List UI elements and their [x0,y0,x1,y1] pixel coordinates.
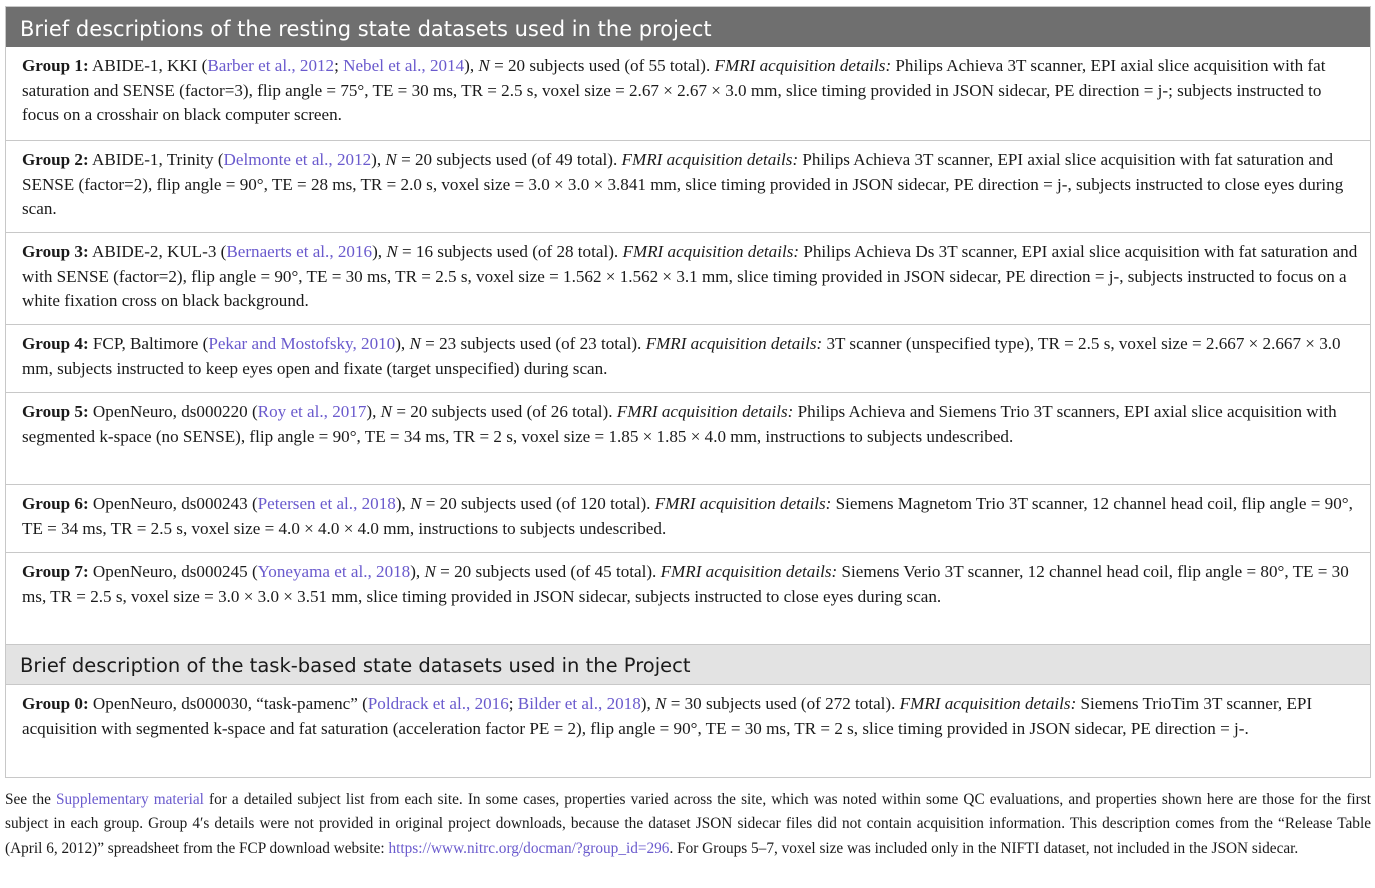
site: OpenNeuro, ds000030, “task-pamenc” ( [88,694,368,713]
citation-separator: ; [334,56,344,75]
acquisition-details: 3T scanner (unspecified type), TR = 2.5 s, voxel size = 2.667 × 2.667 × 3.0 mm, subjects instructed to keep eyes open and fixate (target unspecified) during scan. [22,334,1341,378]
group-label: Group 1: [22,56,89,75]
site: OpenNeuro, ds000243 ( [88,494,258,513]
site: ABIDE-2, KUL-3 ( [88,242,227,261]
supplementary-link[interactable]: Supplementary material [56,791,204,808]
subject-count: = 16 subjects used (of 28 total). [397,242,623,261]
citation-link[interactable]: Roy et al., 2017 [257,402,367,421]
acquisition-details: Philips Achieva 3T scanner, EPI axial slice acquisition with fat saturation and SENSE (factor=3), flip angle = 75°, TE = 30 ms, TR = 2.5 s, voxel size = 2.67 × 2.67 × 3.0 mm, slice timing provided in JSON sidecar, PE direction = j-; subjects instructed to focus on a crosshair on black computer screen. [22,56,1326,124]
fmri-label: FMRI acquisition details: [616,402,794,421]
citation-close: ), [395,494,411,513]
fmri-label: FMRI acquisition details: [645,334,823,353]
n-symbol: N [655,694,667,713]
citation-link[interactable]: Nebel et al., 2014 [343,56,465,75]
fmri-label: FMRI acquisition details: [714,56,892,75]
subject-count: = 20 subjects used (of 120 total). [421,494,655,513]
table-row-group-4 [6,324,1370,392]
n-symbol: N [386,242,398,261]
fcp-download-link[interactable]: https://www.nitrc.org/docman/?group_id=296 [388,839,670,857]
citation-link[interactable]: Bilder et al., 2018 [517,694,641,713]
subject-count: = 23 subjects used (of 23 total). [420,334,646,353]
footnote-text: . For Groups 5–7, voxel size was included only in the NIFTI dataset, not included in the JSON sidecar. [669,839,1299,857]
citation-link[interactable]: Poldrack et al., 2016 [367,694,509,713]
citation-close: ), [464,56,479,75]
group-label: Group 4: [22,334,89,353]
site: OpenNeuro, ds000220 ( [88,402,258,421]
table-row-group-5 [6,392,1370,484]
n-symbol: N [478,56,490,75]
table-row-group-3 [6,232,1370,324]
table-row-group-0 [6,684,1370,777]
n-symbol: N [410,494,422,513]
group-label: Group 3: [22,242,89,261]
fmri-label: FMRI acquisition details: [622,242,800,261]
citation-close: ), [366,402,381,421]
group-label: Group 7: [22,562,89,581]
citation-close: ), [395,334,410,353]
citation-close: ), [371,150,386,169]
group-label: Group 5: [22,402,89,421]
acquisition-details: Philips Achieva and Siemens Trio 3T scanners, EPI axial slice acquisition with segmented k-space (no SENSE), flip angle = 90°, TE = 34 ms, TR = 2 s, voxel size = 1.85 × 1.85 × 4.0 mm, instructions to subjects undescribed. [22,402,1337,446]
fmri-label: FMRI acquisition details: [899,694,1077,713]
subject-count: = 20 subjects used (of 26 total). [392,402,617,421]
n-symbol: N [385,150,397,169]
subject-count: = 30 subjects used (of 272 total). [666,694,900,713]
acquisition-details: Siemens Verio 3T scanner, 12 channel head coil, flip angle = 80°, TE = 30 ms, TR = 2.5 s, voxel size = 3.0 × 3.0 × 3.51 mm, slice timing provided in JSON sidecar, subjects instructed to close eyes during scan. [22,562,1349,606]
table-row-group-1 [6,47,1370,140]
citation-link[interactable]: Yoneyama et al., 2018 [257,562,411,581]
site: ABIDE-1, KKI ( [88,56,208,75]
acquisition-details: Siemens Magnetom Trio 3T scanner, 12 channel head coil, flip angle = 90°, TE = 34 ms, TR = 2.5 s, voxel size = 4.0 × 4.0 × 4.0 mm, instructions to subjects undescribed. [22,494,1353,538]
citation-link[interactable]: Petersen et al., 2018 [257,494,396,513]
n-symbol: N [409,334,421,353]
acquisition-details: Siemens TrioTim 3T scanner, EPI acquisition with segmented k-space and fat saturation (acceleration factor PE = 2), flip angle = 90°, TE = 30 ms, TR = 2 s, slice timing provided in JSON sidecar, PE direction = j-. [22,694,1313,738]
table-title-resting: Brief descriptions of the resting state datasets used in the project [6,7,1370,47]
table-footnote [5,788,1371,861]
subject-count: = 20 subjects used (of 45 total). [435,562,661,581]
citation-close: ), [640,694,656,713]
footnote-text: See the [5,791,57,808]
fmri-label: FMRI acquisition details: [654,494,832,513]
citation-link[interactable]: Barber et al., 2012 [207,56,335,75]
group-label: Group 6: [22,494,89,513]
table-row-group-2 [6,140,1370,232]
subject-count: = 20 subjects used (of 55 total). [489,56,715,75]
citation-close: ), [410,562,425,581]
group-label: Group 2: [22,150,89,169]
table-row-group-6 [6,484,1370,552]
acquisition-details: Philips Achieva 3T scanner, EPI axial slice acquisition with fat saturation and SENSE (factor=2), flip angle = 90°, TE = 28 ms, TR = 2.0 s, voxel size = 3.0 × 3.0 × 3.841 mm, slice timing provided in JSON sidecar, PE direction = j-, subjects instructed to close eyes during scan. [22,150,1344,218]
citation-link[interactable]: Bernaerts et al., 2016 [226,242,373,261]
subject-count: = 20 subjects used (of 49 total). [396,150,622,169]
acquisition-details: Philips Achieva Ds 3T scanner, EPI axial slice acquisition with fat saturation and with SENSE (factor=2), flip angle = 90°, TE = 30 ms, TR = 2.5 s, voxel size = 1.562 × 1.562 × 3.1 mm, slice timing provided in JSON sidecar, PE direction = j-, subjects instructed to focus on a white fixation cross on black background. [22,242,1358,310]
site: ABIDE-1, Trinity ( [88,150,224,169]
fmri-label: FMRI acquisition details: [621,150,799,169]
citation-link[interactable]: Pekar and Mostofsky, 2010 [208,334,396,353]
citation-close: ), [372,242,387,261]
n-symbol: N [424,562,436,581]
citation-separator: ; [508,694,518,713]
site: OpenNeuro, ds000245 ( [88,562,258,581]
table-row-group-7 [6,552,1370,644]
n-symbol: N [380,402,393,421]
citation-link[interactable]: Delmonte et al., 2012 [223,150,372,169]
fmri-label: FMRI acquisition details: [660,562,838,581]
datasets-table [5,6,1371,778]
group-label: Group 0: [22,694,89,713]
table-title-task: Brief description of the task-based state datasets used in the Project [6,644,1370,684]
footnote-text: for a detailed subject list from each site. In some cases, properties varied across the site, which was noted within some QC evaluations, and properties shown here are those for the first subject in each group. Group 4′s details were not provided in original project downloads, because the dataset JSON sidecar files did not contain acquisition information. This description comes from the “Release Table (April 6, 2012)” spreadsheet from the FCP download website: [5,791,1371,857]
site: FCP, Baltimore ( [88,334,209,353]
